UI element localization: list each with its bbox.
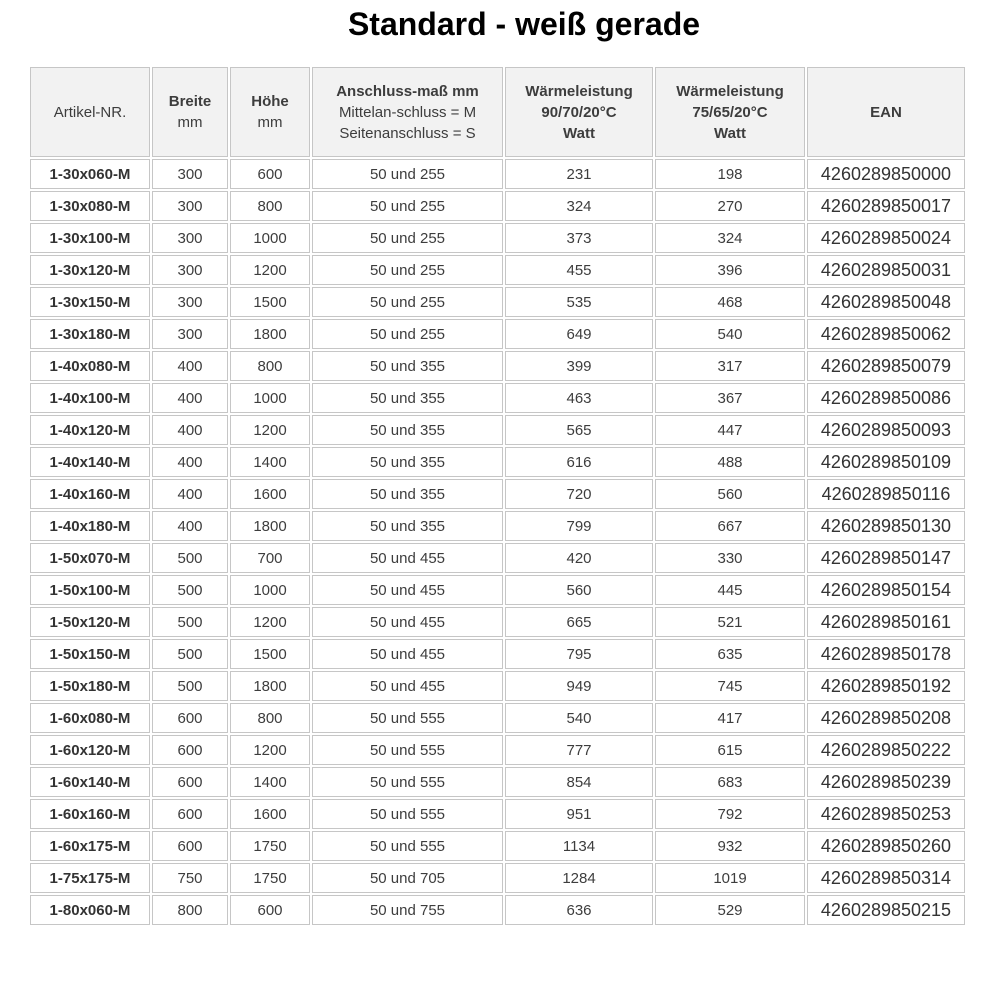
cell-artikel: 1-40x120-M — [30, 415, 150, 445]
cell-ean: 4260289850192 — [807, 671, 965, 701]
cell-breite: 500 — [152, 575, 228, 605]
cell-watt-90-70-20: 540 — [505, 703, 653, 733]
cell-watt-75-65-20: 468 — [655, 287, 805, 317]
cell-artikel: 1-30x080-M — [30, 191, 150, 221]
cell-breite: 500 — [152, 607, 228, 637]
cell-anschluss: 50 und 555 — [312, 735, 503, 765]
table-row — [30, 735, 965, 765]
table-row — [30, 543, 965, 573]
table-row — [30, 191, 965, 221]
col-header-line: 90/70/20°C — [541, 103, 617, 121]
cell-hoehe: 1800 — [230, 319, 310, 349]
cell-hoehe: 1750 — [230, 831, 310, 861]
cell-breite: 300 — [152, 191, 228, 221]
cell-hoehe: 600 — [230, 895, 310, 925]
cell-watt-75-65-20: 317 — [655, 351, 805, 381]
cell-watt-90-70-20: 231 — [505, 159, 653, 189]
cell-hoehe: 1800 — [230, 511, 310, 541]
cell-breite: 400 — [152, 447, 228, 477]
col-header-breite — [152, 67, 228, 157]
table-row — [30, 639, 965, 669]
cell-breite: 300 — [152, 319, 228, 349]
col-header-line: Watt — [563, 124, 595, 142]
cell-ean: 4260289850031 — [807, 255, 965, 285]
cell-watt-75-65-20: 521 — [655, 607, 805, 637]
cell-watt-90-70-20: 616 — [505, 447, 653, 477]
cell-breite: 300 — [152, 223, 228, 253]
cell-artikel: 1-40x100-M — [30, 383, 150, 413]
table-row — [30, 287, 965, 317]
cell-hoehe: 700 — [230, 543, 310, 573]
cell-breite: 300 — [152, 159, 228, 189]
cell-anschluss: 50 und 255 — [312, 191, 503, 221]
cell-anschluss: 50 und 255 — [312, 223, 503, 253]
cell-ean: 4260289850086 — [807, 383, 965, 413]
cell-ean: 4260289850093 — [807, 415, 965, 445]
cell-hoehe: 1600 — [230, 799, 310, 829]
cell-watt-90-70-20: 1284 — [505, 863, 653, 893]
table-row — [30, 767, 965, 797]
cell-hoehe: 1500 — [230, 639, 310, 669]
page-title: Standard - weiß gerade — [347, 6, 701, 42]
cell-breite: 400 — [152, 383, 228, 413]
table-row — [30, 607, 965, 637]
cell-breite: 400 — [152, 479, 228, 509]
col-header-line: Artikel-NR. — [53, 103, 127, 121]
col-header-watt-90-70-20 — [505, 67, 653, 157]
cell-breite: 300 — [152, 287, 228, 317]
cell-anschluss: 50 und 455 — [312, 575, 503, 605]
table-row — [30, 319, 965, 349]
cell-watt-75-65-20: 324 — [655, 223, 805, 253]
cell-watt-90-70-20: 949 — [505, 671, 653, 701]
cell-ean: 4260289850314 — [807, 863, 965, 893]
cell-watt-75-65-20: 560 — [655, 479, 805, 509]
cell-artikel: 1-40x080-M — [30, 351, 150, 381]
table-row — [30, 415, 965, 445]
cell-anschluss: 50 und 255 — [312, 159, 503, 189]
cell-watt-75-65-20: 745 — [655, 671, 805, 701]
cell-breite: 400 — [152, 511, 228, 541]
cell-ean: 4260289850130 — [807, 511, 965, 541]
table-row — [30, 255, 965, 285]
cell-watt-90-70-20: 560 — [505, 575, 653, 605]
cell-watt-90-70-20: 399 — [505, 351, 653, 381]
cell-anschluss: 50 und 555 — [312, 703, 503, 733]
cell-artikel: 1-30x150-M — [30, 287, 150, 317]
col-header-line: 75/65/20°C — [692, 103, 768, 121]
cell-watt-75-65-20: 488 — [655, 447, 805, 477]
cell-hoehe: 1200 — [230, 607, 310, 637]
cell-watt-75-65-20: 367 — [655, 383, 805, 413]
cell-anschluss: 50 und 755 — [312, 895, 503, 925]
cell-watt-75-65-20: 667 — [655, 511, 805, 541]
cell-breite: 600 — [152, 799, 228, 829]
cell-breite: 800 — [152, 895, 228, 925]
table-row — [30, 895, 965, 925]
table-row — [30, 799, 965, 829]
cell-ean: 4260289850147 — [807, 543, 965, 573]
cell-anschluss: 50 und 355 — [312, 479, 503, 509]
cell-anschluss: 50 und 355 — [312, 351, 503, 381]
cell-watt-75-65-20: 529 — [655, 895, 805, 925]
col-header-anschluss — [312, 67, 503, 157]
cell-watt-90-70-20: 665 — [505, 607, 653, 637]
cell-artikel: 1-30x180-M — [30, 319, 150, 349]
cell-watt-75-65-20: 615 — [655, 735, 805, 765]
col-header-line: Höhe — [251, 93, 289, 110]
cell-artikel: 1-60x160-M — [30, 799, 150, 829]
cell-watt-75-65-20: 330 — [655, 543, 805, 573]
col-header-line: Anschluss-maß mm — [336, 82, 479, 100]
cell-breite: 600 — [152, 703, 228, 733]
cell-watt-75-65-20: 447 — [655, 415, 805, 445]
col-header-watt-75-65-20 — [655, 67, 805, 157]
table-row — [30, 831, 965, 861]
table-header — [30, 67, 965, 157]
cell-watt-90-70-20: 420 — [505, 543, 653, 573]
cell-watt-90-70-20: 535 — [505, 287, 653, 317]
product-spec-table — [28, 65, 967, 927]
cell-artikel: 1-50x150-M — [30, 639, 150, 669]
cell-ean: 4260289850178 — [807, 639, 965, 669]
cell-hoehe: 1400 — [230, 447, 310, 477]
col-header-line: EAN — [870, 103, 902, 121]
cell-watt-90-70-20: 455 — [505, 255, 653, 285]
cell-artikel: 1-60x175-M — [30, 831, 150, 861]
cell-ean: 4260289850000 — [807, 159, 965, 189]
cell-hoehe: 1750 — [230, 863, 310, 893]
cell-ean: 4260289850222 — [807, 735, 965, 765]
cell-breite: 600 — [152, 767, 228, 797]
cell-breite: 300 — [152, 255, 228, 285]
cell-ean: 4260289850215 — [807, 895, 965, 925]
cell-anschluss: 50 und 455 — [312, 639, 503, 669]
cell-hoehe: 1800 — [230, 671, 310, 701]
cell-hoehe: 1000 — [230, 575, 310, 605]
cell-anschluss: 50 und 255 — [312, 319, 503, 349]
col-header-line: Mittelan-schluss = M — [338, 103, 477, 121]
cell-hoehe: 800 — [230, 351, 310, 381]
cell-breite: 500 — [152, 543, 228, 573]
cell-ean: 4260289850079 — [807, 351, 965, 381]
col-header-line: Seitenanschluss = S — [339, 124, 476, 142]
cell-ean: 4260289850239 — [807, 767, 965, 797]
cell-watt-75-65-20: 635 — [655, 639, 805, 669]
cell-watt-90-70-20: 463 — [505, 383, 653, 413]
cell-anschluss: 50 und 355 — [312, 511, 503, 541]
table-row — [30, 479, 965, 509]
table-row — [30, 159, 965, 189]
cell-watt-90-70-20: 799 — [505, 511, 653, 541]
table-row — [30, 511, 965, 541]
cell-ean: 4260289850116 — [807, 479, 965, 509]
cell-hoehe: 800 — [230, 191, 310, 221]
cell-hoehe: 800 — [230, 703, 310, 733]
cell-watt-75-65-20: 270 — [655, 191, 805, 221]
cell-hoehe: 1000 — [230, 383, 310, 413]
cell-ean: 4260289850253 — [807, 799, 965, 829]
cell-ean: 4260289850017 — [807, 191, 965, 221]
col-header-line: Wärmeleistung — [525, 82, 633, 100]
cell-ean: 4260289850048 — [807, 287, 965, 317]
cell-watt-75-65-20: 1019 — [655, 863, 805, 893]
cell-artikel: 1-50x180-M — [30, 671, 150, 701]
col-header-line: Watt — [714, 124, 746, 142]
col-header-ean — [807, 67, 965, 157]
cell-watt-90-70-20: 720 — [505, 479, 653, 509]
cell-artikel: 1-60x080-M — [30, 703, 150, 733]
cell-anschluss: 50 und 455 — [312, 671, 503, 701]
cell-hoehe: 1200 — [230, 255, 310, 285]
cell-watt-90-70-20: 373 — [505, 223, 653, 253]
cell-breite: 400 — [152, 415, 228, 445]
cell-artikel: 1-40x140-M — [30, 447, 150, 477]
cell-breite: 750 — [152, 863, 228, 893]
cell-watt-75-65-20: 932 — [655, 831, 805, 861]
cell-anschluss: 50 und 355 — [312, 415, 503, 445]
table-row — [30, 863, 965, 893]
cell-watt-90-70-20: 1134 — [505, 831, 653, 861]
cell-ean: 4260289850260 — [807, 831, 965, 861]
cell-watt-90-70-20: 795 — [505, 639, 653, 669]
cell-anschluss: 50 und 455 — [312, 607, 503, 637]
col-header-hoehe — [230, 67, 310, 157]
cell-watt-90-70-20: 324 — [505, 191, 653, 221]
cell-breite: 500 — [152, 671, 228, 701]
cell-anschluss: 50 und 255 — [312, 255, 503, 285]
cell-hoehe: 600 — [230, 159, 310, 189]
table-row — [30, 351, 965, 381]
cell-artikel: 1-50x070-M — [30, 543, 150, 573]
table-row — [30, 671, 965, 701]
cell-artikel: 1-80x060-M — [30, 895, 150, 925]
cell-watt-75-65-20: 445 — [655, 575, 805, 605]
table-row — [30, 575, 965, 605]
cell-artikel: 1-75x175-M — [30, 863, 150, 893]
cell-anschluss: 50 und 555 — [312, 831, 503, 861]
cell-ean: 4260289850024 — [807, 223, 965, 253]
cell-anschluss: 50 und 555 — [312, 799, 503, 829]
cell-ean: 4260289850109 — [807, 447, 965, 477]
cell-artikel: 1-60x140-M — [30, 767, 150, 797]
cell-hoehe: 1500 — [230, 287, 310, 317]
cell-watt-75-65-20: 792 — [655, 799, 805, 829]
cell-anschluss: 50 und 355 — [312, 447, 503, 477]
col-header-line: mm — [257, 114, 283, 131]
table-row — [30, 223, 965, 253]
cell-watt-90-70-20: 951 — [505, 799, 653, 829]
cell-watt-90-70-20: 565 — [505, 415, 653, 445]
cell-anschluss: 50 und 455 — [312, 543, 503, 573]
cell-watt-75-65-20: 683 — [655, 767, 805, 797]
cell-ean: 4260289850154 — [807, 575, 965, 605]
cell-artikel: 1-50x100-M — [30, 575, 150, 605]
cell-artikel: 1-30x100-M — [30, 223, 150, 253]
cell-anschluss: 50 und 355 — [312, 383, 503, 413]
cell-watt-90-70-20: 636 — [505, 895, 653, 925]
cell-ean: 4260289850161 — [807, 607, 965, 637]
table-row — [30, 383, 965, 413]
cell-anschluss: 50 und 705 — [312, 863, 503, 893]
cell-hoehe: 1000 — [230, 223, 310, 253]
cell-watt-75-65-20: 540 — [655, 319, 805, 349]
cell-hoehe: 1400 — [230, 767, 310, 797]
cell-hoehe: 1200 — [230, 415, 310, 445]
cell-watt-90-70-20: 854 — [505, 767, 653, 797]
cell-artikel: 1-50x120-M — [30, 607, 150, 637]
table-body — [30, 159, 965, 925]
table-row — [30, 703, 965, 733]
cell-hoehe: 1200 — [230, 735, 310, 765]
col-header-line: Wärmeleistung — [676, 82, 784, 100]
table-row — [30, 447, 965, 477]
cell-watt-75-65-20: 198 — [655, 159, 805, 189]
table-header-row — [30, 67, 965, 157]
cell-artikel: 1-30x120-M — [30, 255, 150, 285]
cell-breite: 600 — [152, 735, 228, 765]
cell-anschluss: 50 und 255 — [312, 287, 503, 317]
cell-artikel: 1-30x060-M — [30, 159, 150, 189]
cell-anschluss: 50 und 555 — [312, 767, 503, 797]
col-header-line: mm — [177, 114, 203, 131]
cell-watt-90-70-20: 649 — [505, 319, 653, 349]
cell-ean: 4260289850062 — [807, 319, 965, 349]
cell-artikel: 1-40x180-M — [30, 511, 150, 541]
cell-breite: 400 — [152, 351, 228, 381]
cell-watt-75-65-20: 417 — [655, 703, 805, 733]
cell-watt-90-70-20: 777 — [505, 735, 653, 765]
cell-ean: 4260289850208 — [807, 703, 965, 733]
cell-artikel: 1-40x160-M — [30, 479, 150, 509]
cell-hoehe: 1600 — [230, 479, 310, 509]
cell-breite: 500 — [152, 639, 228, 669]
cell-artikel: 1-60x120-M — [30, 735, 150, 765]
cell-breite: 600 — [152, 831, 228, 861]
col-header-artikel — [30, 67, 150, 157]
col-header-line: Breite — [168, 93, 212, 110]
cell-watt-75-65-20: 396 — [655, 255, 805, 285]
